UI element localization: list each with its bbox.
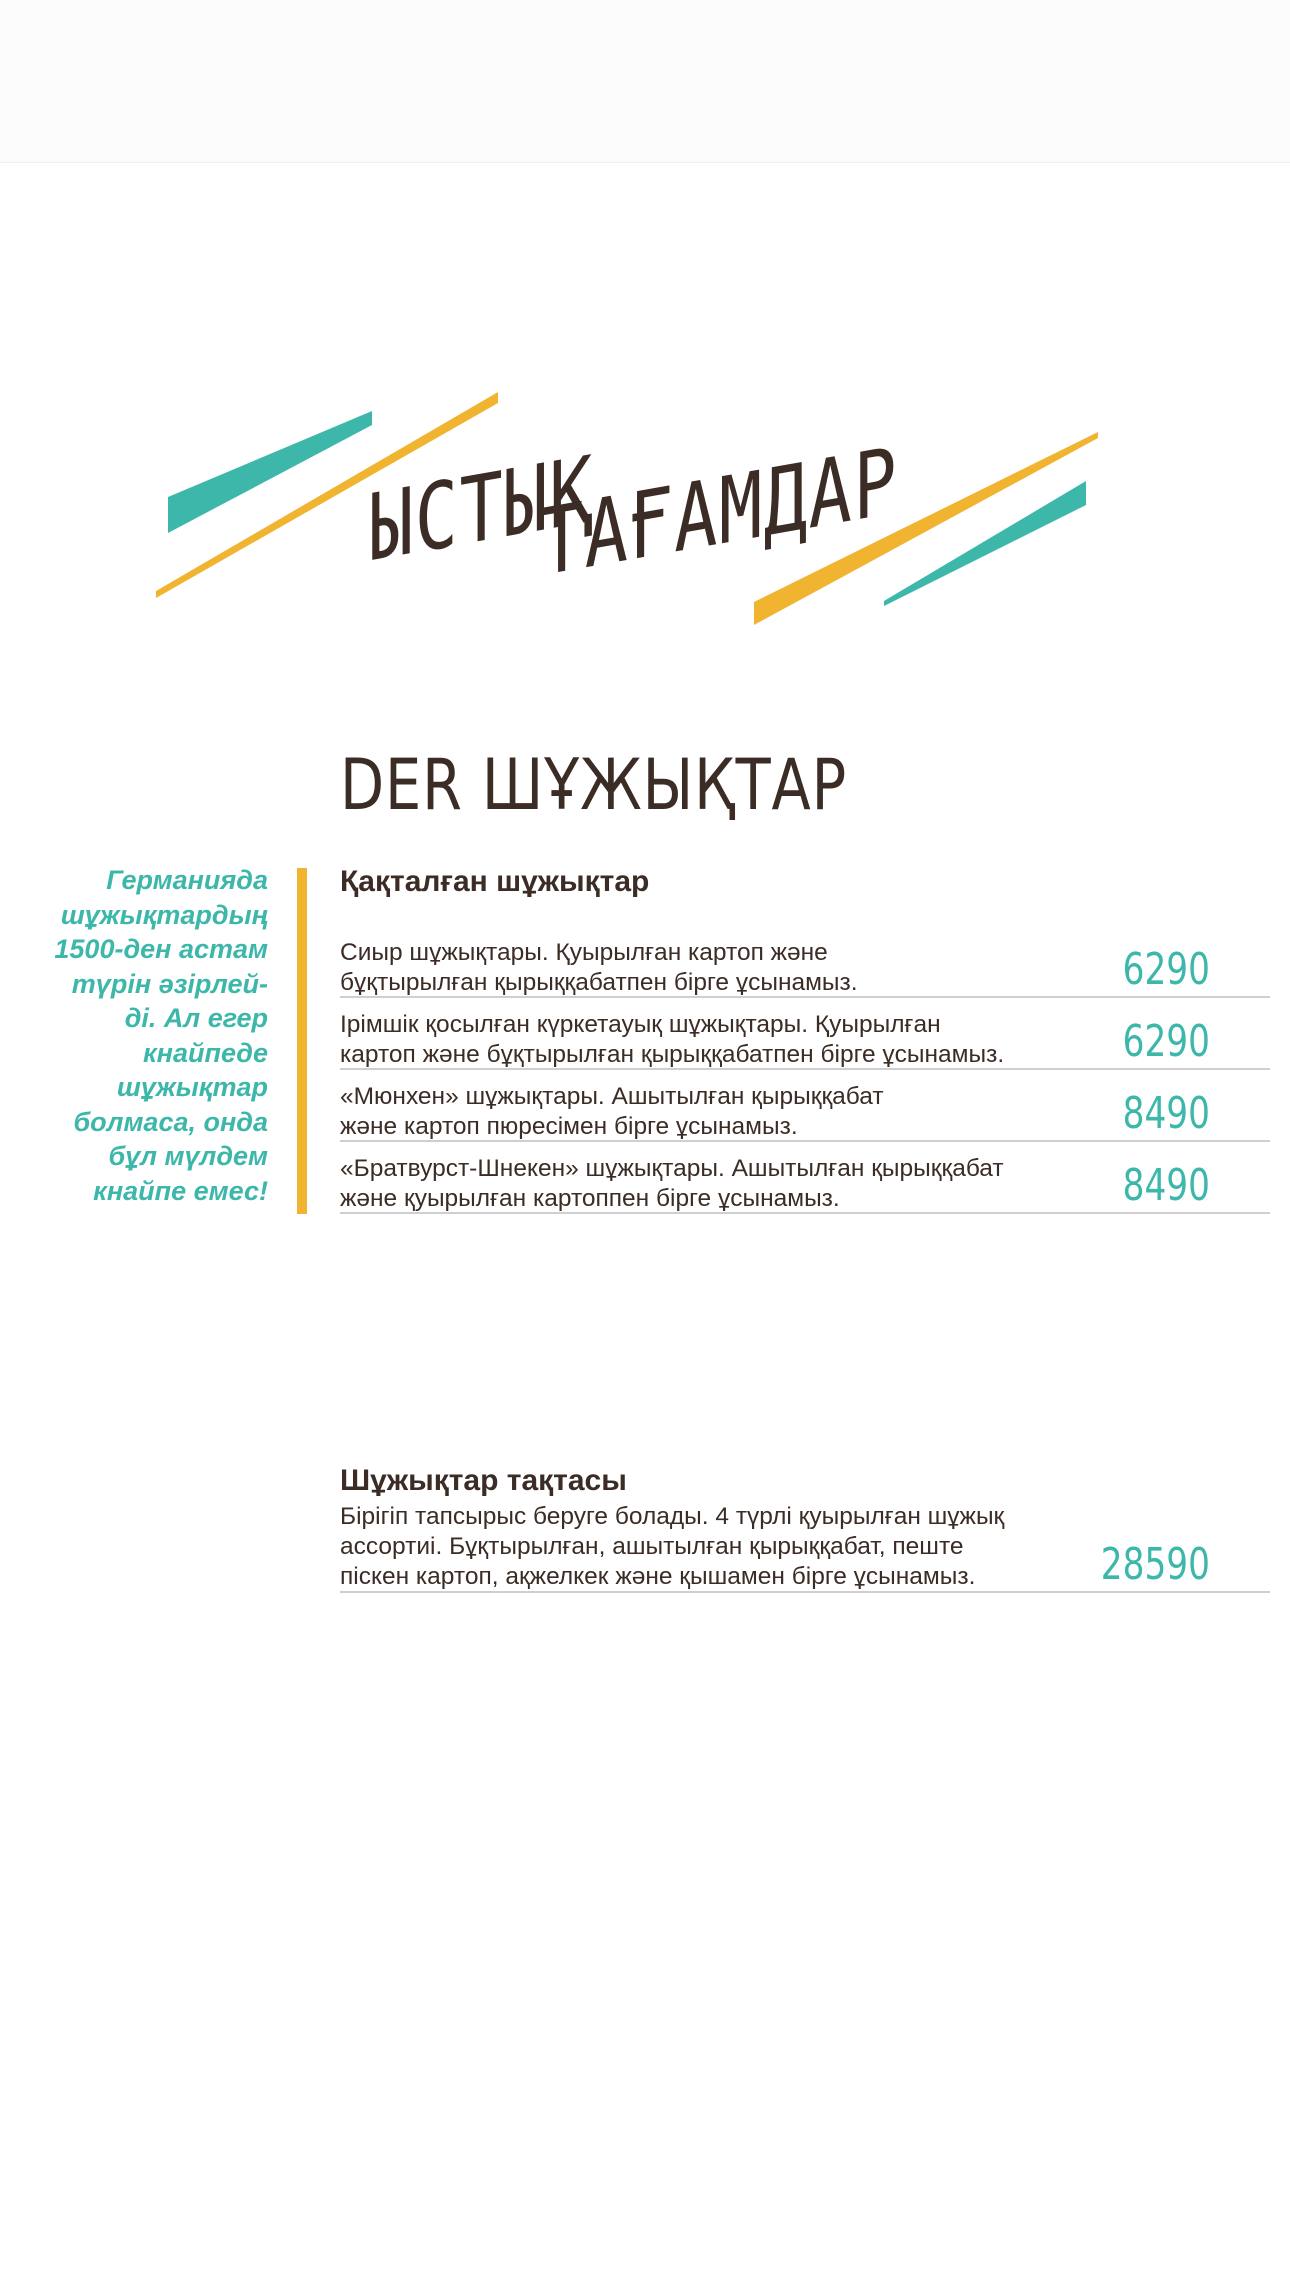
item-description-line: «Мюнхен» шұжықтары. Ашытылған қырыққабат [340, 1083, 884, 1110]
side-note-accent-bar [297, 868, 307, 1214]
side-note-line: бұл мүлдем [108, 1141, 268, 1171]
item-description-line: және картоп пюресімен бірге ұсынамыз. [340, 1113, 798, 1140]
item-description [340, 1010, 1080, 1070]
menu-item [340, 1082, 1270, 1142]
item-description [340, 938, 1080, 998]
group-title-sausage-board: Шұжықтар тақтасы [340, 1464, 627, 1497]
side-note-line: кнайпеде [142, 1037, 268, 1068]
menu-item [340, 1010, 1270, 1070]
menu-item [340, 1154, 1270, 1214]
item-description [340, 1502, 1080, 1592]
item-description [340, 1154, 1080, 1214]
side-note-line: 1500-ден астам [54, 934, 268, 964]
item-description-line: ассортиі. Бұқтырылған, ашытылған қырыққабат, пеште [340, 1533, 964, 1560]
item-description-line: картоп және бұқтырылған қырыққабатпен бірге ұсынамыз. [340, 1041, 1005, 1068]
side-note-line: кнайпе емес! [93, 1175, 268, 1206]
item-price: 8490 [1122, 1160, 1210, 1211]
side-note-line: шұжықтар [116, 1072, 268, 1102]
side-note-line: болмаса, онда [73, 1106, 268, 1137]
side-note-line: ді. Ал егер [124, 1003, 268, 1033]
side-note [30, 863, 268, 1208]
stripe-teal-left [168, 411, 372, 533]
side-note-line: түрін әзірлей- [71, 968, 268, 999]
menu-item [340, 938, 1270, 998]
item-description-line: Бірігіп тапсырыс беруге болады. 4 түрлі қуырылған шұжық [340, 1503, 1005, 1530]
item-price: 6290 [1122, 1016, 1210, 1067]
item-description-line: «Братвурст-Шнекен» шұжықтары. Ашытылған қырыққабат [340, 1155, 1004, 1182]
item-description-line: және қуырылған картоппен бірге ұсынамыз. [340, 1185, 840, 1212]
item-description-line: Ірімшік қосылған күркетауық шұжықтары. Қуырылған [340, 1011, 941, 1038]
item-price: 28590 [1100, 1539, 1210, 1590]
item-description-line: Сиыр шұжықтары. Қуырылған картоп және [340, 939, 828, 966]
group-title-grilled-sausages: Қақталған шұжықтар [340, 865, 650, 898]
section-title: DER ШҰЖЫҚТАР [340, 744, 848, 826]
item-description-line: бұқтырылған қырыққабатпен бірге ұсынамыз. [340, 969, 858, 996]
side-note-line: Германияда [106, 865, 268, 895]
header-title-line-1: ЫСТЫҚ [370, 435, 594, 583]
side-note-line: шұжықтардың [60, 899, 268, 930]
menu-item [340, 1502, 1270, 1593]
item-description-line: піскен картоп, ақжелкек және қышамен бірге ұсынамыз. [340, 1563, 976, 1590]
top-bar [0, 0, 1290, 163]
item-price: 6290 [1122, 944, 1210, 995]
item-price: 8490 [1122, 1088, 1210, 1139]
item-description [340, 1082, 1080, 1142]
header-title-line-2: ТАҒАМДАР [540, 427, 899, 598]
